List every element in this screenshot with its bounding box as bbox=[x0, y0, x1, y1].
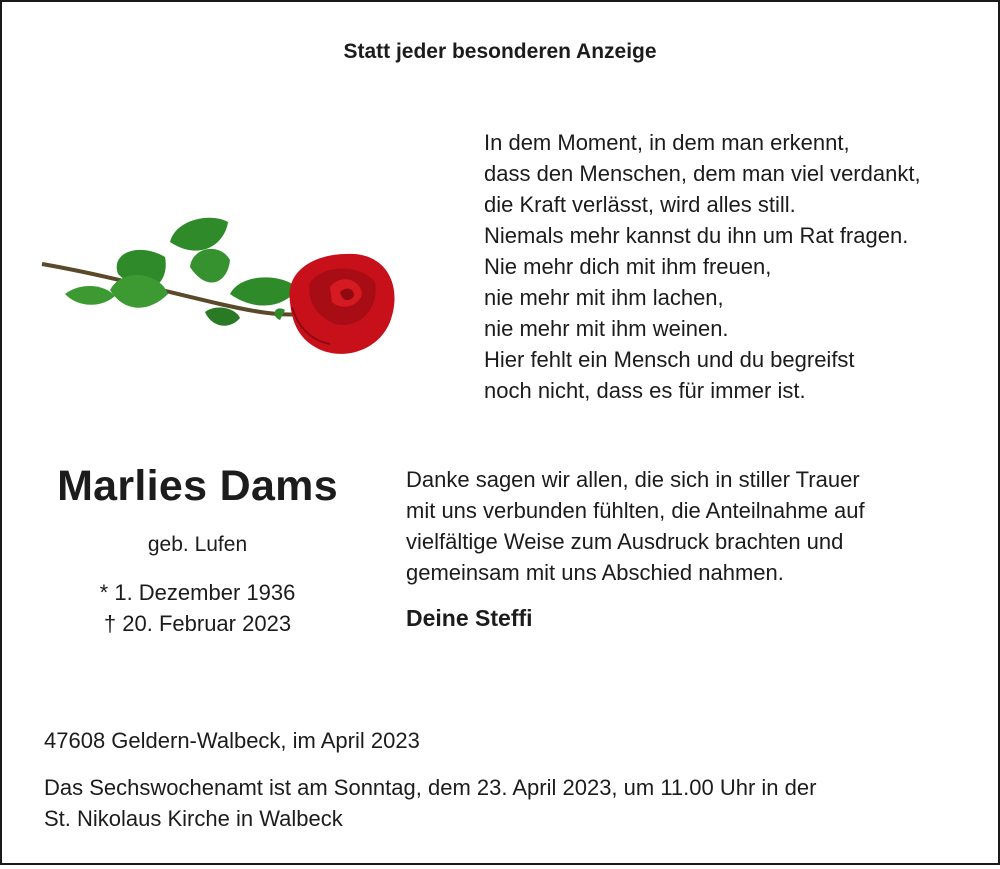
poem-line: dass den Menschen, dem man viel verdankt, bbox=[484, 161, 921, 186]
maiden-name: geb. Lufen bbox=[147, 533, 248, 556]
poem-line: Nie mehr dich mit ihm freuen, bbox=[484, 254, 772, 279]
service-notice bbox=[44, 772, 816, 834]
poem-line: die Kraft verlässt, wird alles still. bbox=[484, 192, 796, 217]
birth-date: * 1. Dezember 1936 bbox=[99, 580, 296, 605]
poem-line: Hier fehlt ein Mensch und du begreifst bbox=[484, 347, 855, 372]
header-title: Statt jeder besonderen Anzeige bbox=[343, 40, 657, 63]
poem-line: nie mehr mit ihm lachen, bbox=[484, 285, 724, 310]
signature: Deine Steffi bbox=[406, 605, 533, 631]
notice-line: Das Sechswochenamt ist am Sonntag, dem 23. April 2023, um 11.00 Uhr in der bbox=[44, 775, 817, 800]
poem bbox=[484, 127, 921, 406]
poem-line: nie mehr mit ihm weinen. bbox=[484, 316, 729, 341]
red-rose-icon bbox=[40, 212, 410, 372]
poem-line: noch nicht, dass es für immer ist. bbox=[484, 378, 806, 403]
notice-line: St. Nikolaus Kirche in Walbeck bbox=[44, 806, 343, 831]
place-date: 47608 Geldern-Walbeck, im April 2023 bbox=[44, 728, 420, 753]
poem-line: Niemals mehr kannst du ihn um Rat fragen. bbox=[484, 223, 909, 248]
thanks-line: Danke sagen wir allen, die sich in stiller Trauer bbox=[406, 467, 860, 492]
deceased-name: Marlies Dams bbox=[57, 462, 338, 510]
thanks-text bbox=[406, 464, 865, 588]
thanks-line: vielfältige Weise zum Ausdruck brachten und bbox=[406, 529, 844, 554]
death-date: † 20. Februar 2023 bbox=[103, 611, 292, 636]
poem-line: In dem Moment, in dem man erkennt, bbox=[484, 130, 850, 155]
thanks-line: mit uns verbunden fühlten, die Anteilnahme auf bbox=[406, 498, 865, 523]
life-dates bbox=[20, 577, 375, 639]
thanks-line: gemeinsam mit uns Abschied nahmen. bbox=[406, 560, 784, 585]
